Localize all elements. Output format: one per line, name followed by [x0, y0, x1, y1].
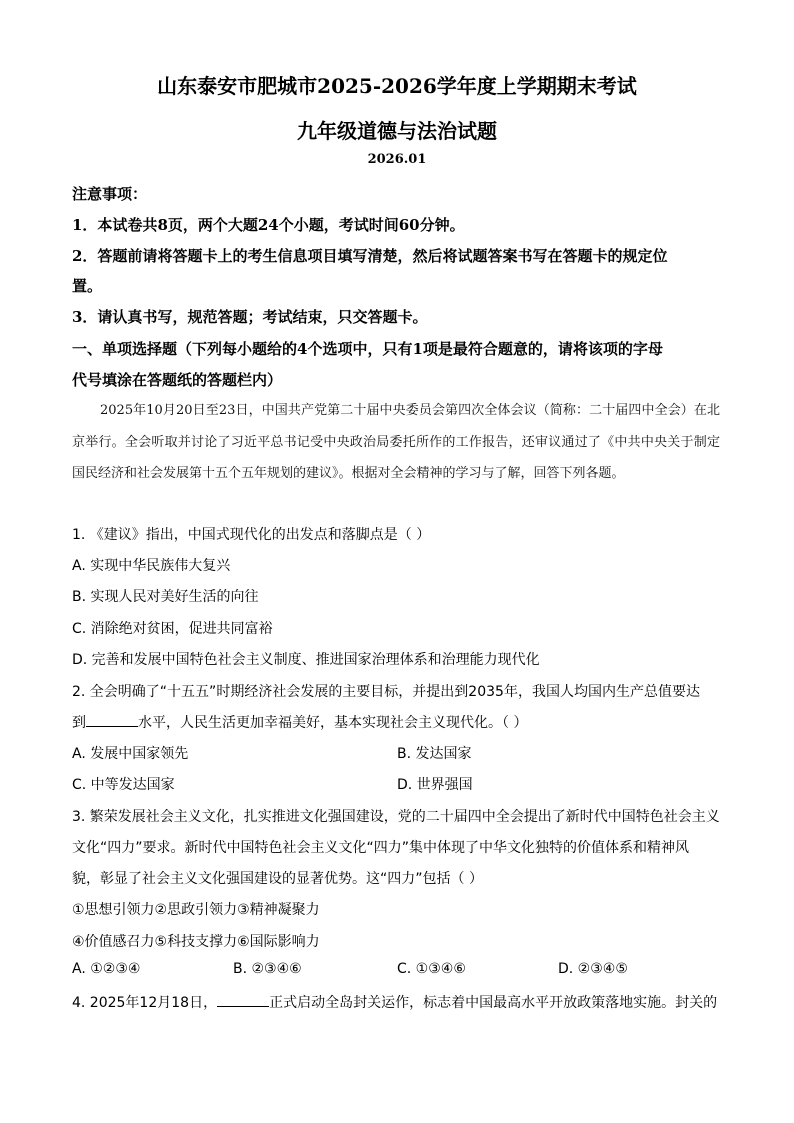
q3-stem-line2: 文化“四力”要求。新时代中国特色社会主义文化“四力”集中体现了中华文化独特的价值体系和精神风: [72, 840, 690, 856]
q2-option-c: C. 中等发达国家: [72, 777, 175, 793]
q3-items-line2: ④价值感召力⑤科技支撑力⑥国际影响力: [72, 934, 320, 950]
exam-subtitle: 九年级道德与法治试题: [297, 119, 497, 143]
passage-text: 2025年10月20日至23日，中国共产党第二十届中央委员会第四次全体会议（简称：二十届四中全会）在北京举行。全会听取并讨论了习近平总书记受中央政治局委托所作的工作报告，还审议通过了《中共中央关于制定国民经济和社会发展第十五个五年规划的建议》。根据对全会精神的学习与了解，回答下列各题。: [72, 403, 720, 481]
q2-stem-line2: [72, 712, 527, 732]
q1-option-b: B. 实现人民对美好生活的向往: [72, 589, 259, 605]
exam-title: 山东泰安市肥城市2025-2026学年度上学期期末考试: [157, 74, 637, 98]
q1-option-c: C. 消除绝对贫困，促进共同富裕: [72, 621, 273, 637]
q3-option-a: A. ①②③④: [72, 961, 141, 977]
q2-option-b: B. 发达国家: [397, 746, 472, 762]
q2-option-d: D. 世界强国: [397, 777, 473, 793]
q4-stem-prefix: 4. 2025年12月18日，: [72, 995, 218, 1011]
section-heading-line1: 一、单项选择题（下列每小题给的4个选项中，只有1项是最符合题意的，请将该项的字母: [72, 340, 663, 358]
q3-option-c: C. ①③④⑥: [397, 961, 466, 977]
exam-date: 2026.01: [367, 152, 427, 167]
q1-option-d: D. 完善和发展中国特色社会主义制度、推进国家治理体系和治理能力现代化: [72, 652, 540, 668]
q3-items-line1: ①思想引领力②思政引领力③精神凝聚力: [72, 902, 320, 918]
note-item-2-cont: 置。: [72, 277, 103, 295]
note-item-3: 3．请认真书写，规范答题；考试结束，只交答题卡。: [72, 308, 428, 326]
note-item-1: 1．本试卷共8页，两个大题24个小题，考试时间60分钟。: [72, 216, 465, 234]
reading-passage: [72, 395, 720, 490]
answer-blank: [86, 712, 138, 727]
q3-stem-line3: 貌，彰显了社会主义文化强国建设的显著优势。这“四力”包括（ ）: [72, 871, 483, 887]
q2-stem-line1: 2. 全会明确了“十五五”时期经济社会发展的主要目标，并提出到2035年，我国人均国内生产总值要达: [72, 684, 700, 700]
q3-option-b: B. ②③④⑥: [233, 961, 302, 977]
q3-stem-line1: 3. 繁荣发展社会主义文化，扎实推进文化强国建设，党的二十届四中全会提出了新时代中国特色社会主义: [72, 809, 720, 825]
answer-blank: [217, 992, 269, 1007]
q3-option-d: D. ②③④⑤: [558, 961, 628, 977]
q2-stem-prefix: 到: [72, 715, 86, 731]
q1-stem: 1. 《建议》指出，中国式现代化的出发点和落脚点是（ ）: [72, 527, 431, 543]
q2-option-a: A. 发展中国家领先: [72, 746, 189, 762]
q4-stem-suffix: 正式启动全岛封关运作，标志着中国最高水平开放政策落地实施。封关的: [269, 995, 718, 1011]
note-item-2: 2．答题前请将答题卡上的考生信息项目填写清楚，然后将试题答案书写在答题卡的规定位: [72, 247, 668, 265]
q4-stem: [72, 992, 717, 1012]
section-heading-line2: 代号填涂在答题纸的答题栏内）: [72, 371, 283, 389]
q1-option-a: A. 实现中华民族伟大复兴: [72, 558, 231, 574]
q2-stem-suffix: 水平，人民生活更加幸福美好，基本实现社会主义现代化。（ ）: [138, 715, 528, 731]
notes-heading: 注意事项：: [72, 185, 148, 203]
